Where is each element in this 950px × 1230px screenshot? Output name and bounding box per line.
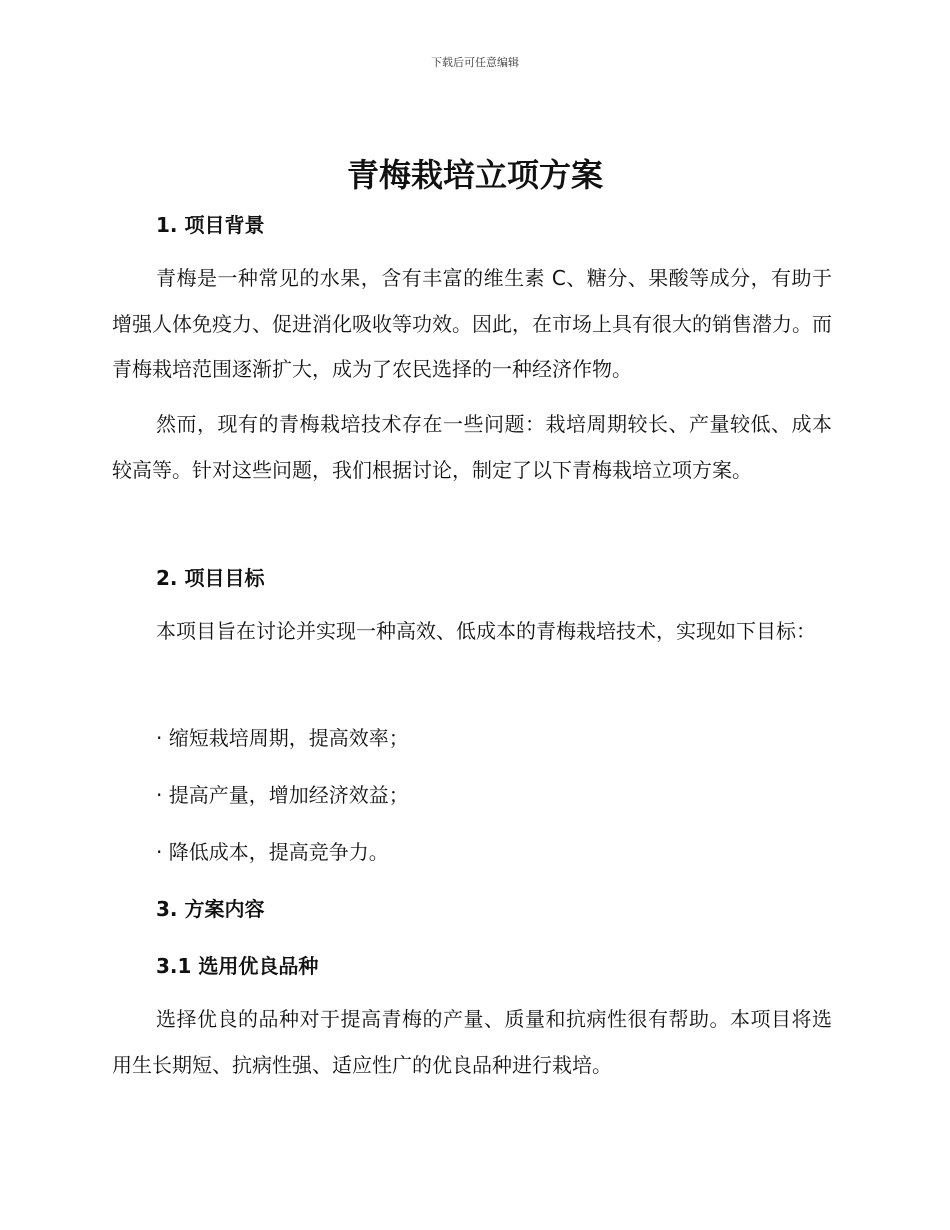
- document-title: 青梅栽培立项方案: [346, 156, 603, 194]
- section-1-heading: 1. 项目背景: [156, 213, 265, 237]
- section-3-heading: 3. 方案内容: [156, 897, 265, 921]
- goal-bullet-item: · 降低成本，提高竞争力。: [156, 840, 389, 864]
- section-3-1-heading: 3.1 选用优良品种: [156, 954, 319, 978]
- section-1-paragraph-2: 然而，现有的青梅栽培技术存在一些问题：栽培周期较长、产量较低、成本较高等。针对这些问题，我们根据讨论，制定了以下青梅栽培立项方案。: [112, 412, 832, 482]
- section-2-heading: 2. 项目目标: [156, 566, 265, 590]
- goal-bullet-item: · 缩短栽培周期，提高效率；: [156, 726, 409, 750]
- section-1-paragraph-1: 青梅是一种常见的水果，含有丰富的维生素 C、糖分、果酸等成分，有助于增强人体免疫力、促进消化吸收等功效。因此，在市场上具有很大的销售潜力。而青梅栽培范围逐渐扩大，成为了农民选择的一种经济作物。: [112, 266, 832, 381]
- page-header-note: 下载后可任意编辑: [431, 56, 519, 69]
- section-3-1-paragraph-1: 选择优良的品种对于提高青梅的产量、质量和抗病性很有帮助。本项目将选用生长期短、抗病性强、适应性广的优良品种进行栽培。: [112, 1007, 832, 1077]
- goal-bullet-item: · 提高产量，增加经济效益；: [156, 783, 409, 807]
- section-2-paragraph-1: 本项目旨在讨论并实现一种高效、低成本的青梅栽培技术，实现如下目标：: [156, 619, 816, 643]
